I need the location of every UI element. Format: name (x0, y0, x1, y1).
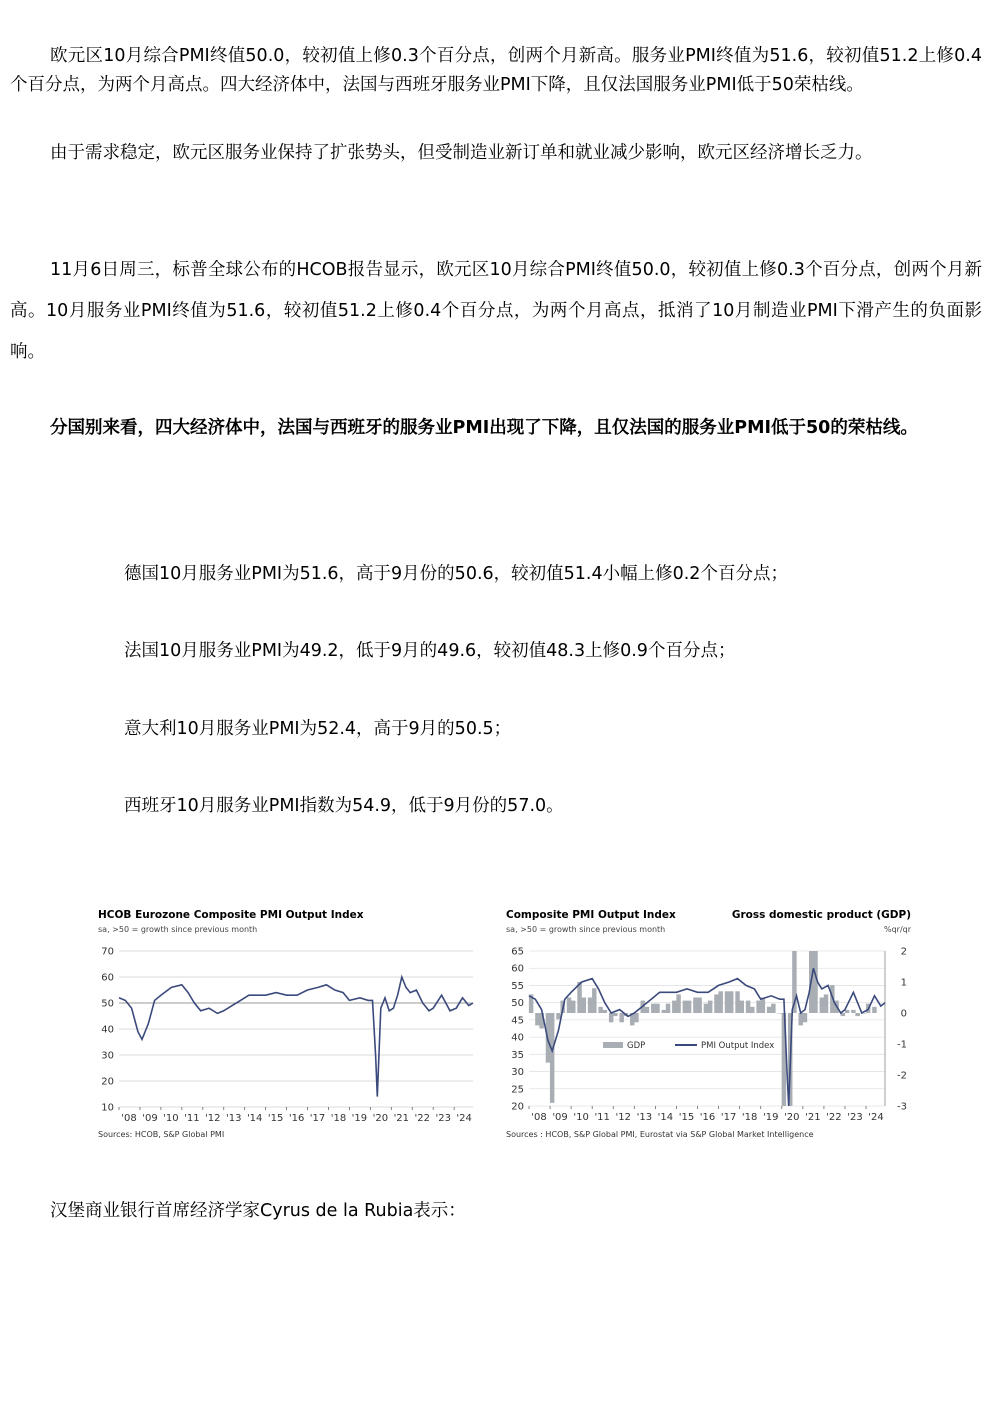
chart2-gdp-bar (845, 1010, 849, 1013)
chart2-y-right-tick-label: 1 (900, 977, 907, 989)
chart2-gdp-bar (872, 1007, 876, 1013)
chart2-x-tick-label: '11 (594, 1112, 610, 1123)
chart1-x-tick-label: '10 (163, 1113, 179, 1124)
chart2-y-right-tick-label: -1 (897, 1039, 907, 1051)
chart1-y-tick-label: 40 (101, 1024, 114, 1036)
chart1-y-tick-label: 10 (101, 1102, 114, 1114)
chart2-legend-gdp-swatch (603, 1042, 623, 1048)
chart2-gdp-bar (708, 1001, 712, 1013)
chart2-x-tick-label: '18 (741, 1112, 758, 1123)
chart2-gdp-bar (645, 1007, 649, 1013)
chart2-y-left-tick-label: 45 (511, 1015, 524, 1027)
chart2-gdp-bar (729, 991, 733, 1013)
chart2-x-tick-label: '22 (826, 1112, 842, 1123)
chart1-x-tick-label: '18 (330, 1113, 347, 1124)
chart2-legend-gdp-label: GDP (627, 1041, 646, 1051)
chart1-x-tick-label: '15 (267, 1113, 284, 1124)
chart2-gdp-bar (672, 1001, 676, 1013)
chart2-gdp-bar (582, 998, 586, 1014)
chart1-x-tick-label: '20 (372, 1113, 389, 1124)
chart2-gdp-bar (676, 994, 680, 1013)
chart1-x-tick-label: '17 (309, 1113, 326, 1124)
chart1-pmi-line (119, 977, 473, 1097)
country-line-italy: 意大利10月服务业PMI为52.4，高于9月的50.5； (124, 719, 512, 739)
chart2-x-tick-label: '20 (784, 1112, 800, 1123)
chart2-y-left-tick-label: 30 (511, 1067, 524, 1079)
chart2-gdp-bar (725, 991, 729, 1013)
chart2-gdp-bar (556, 1013, 560, 1019)
chart2-gdp-bar (592, 988, 596, 1013)
chart1-x-tick-label: '12 (205, 1113, 221, 1124)
chart2-gdp-bar (535, 1013, 539, 1025)
chart2-x-tick-label: '08 (531, 1112, 547, 1123)
chart2-gdp-bar (704, 1004, 708, 1013)
chart2-gdp-bar (735, 991, 739, 1013)
chart2-x-tick-label: '19 (762, 1112, 779, 1123)
chart2-y-left-tick-label: 65 (511, 946, 524, 958)
chart1-subtitle: sa, >50 = growth since previous month (98, 925, 258, 934)
chart2-gdp-bar (619, 1013, 623, 1022)
chart2-x-tick-label: '13 (636, 1112, 653, 1123)
chart2-gdp-bar (714, 994, 718, 1013)
chart2-y-right-tick-label: -3 (897, 1101, 907, 1113)
chart2-y-left-tick-label: 50 (511, 998, 524, 1010)
chart-composite-pmi (95, 905, 480, 1145)
chart1-y-tick-label: 20 (101, 1076, 114, 1088)
chart1-x-tick-label: '13 (225, 1113, 242, 1124)
chart1-y-tick-label: 30 (101, 1050, 114, 1062)
chart2-x-tick-label: '16 (699, 1112, 716, 1123)
chart-pmi-vs-gdp (503, 905, 915, 1145)
country-line-spain: 西班牙10月服务业PMI指数为54.9，低于9月份的57.0。 (124, 796, 564, 816)
paragraph-demand: 由于需求稳定，欧元区服务业保持了扩张势头，但受制造业新订单和就业减少影响，欧元区经济增长乏力。 (50, 143, 873, 163)
chart2-gdp-bar (588, 998, 592, 1014)
chart2-gdp-bar (609, 1013, 613, 1022)
chart2-gdp-bar (824, 994, 828, 1013)
chart2-gdp-bar (603, 1010, 607, 1013)
chart1-y-tick-label: 70 (101, 946, 114, 958)
chart2-gdp-bar (550, 1013, 554, 1103)
chart2-gdp-bar (740, 1001, 744, 1013)
chart2-y-left-tick-label: 55 (511, 980, 524, 992)
chart1-source: Sources: HCOB, S&P Global PMI (98, 1130, 225, 1139)
chart2-gdp-bar (613, 1013, 617, 1016)
chart1-x-tick-label: '08 (121, 1113, 137, 1124)
chart2-y-left-tick-label: 25 (511, 1084, 524, 1096)
chart2-y-left-tick-label: 40 (511, 1032, 524, 1044)
chart2-gdp-bar (718, 991, 722, 1013)
chart1-title: HCOB Eurozone Composite PMI Output Index (98, 909, 364, 921)
chart2-gdp-bar (683, 1001, 687, 1013)
chart2-gdp-bar (771, 1004, 775, 1013)
chart2-gdp-bar (687, 1001, 691, 1013)
chart1-x-tick-label: '22 (414, 1113, 430, 1124)
chart2-title: Composite PMI Output Index (506, 909, 676, 921)
chart2-y-right-tick-label: 0 (900, 1008, 907, 1020)
chart2-gdp-bar (855, 1013, 859, 1016)
chart1-y-tick-label: 50 (101, 998, 114, 1010)
chart2-y-right-tick-label: 2 (900, 946, 907, 958)
chart2-x-tick-label: '10 (573, 1112, 589, 1123)
country-line-germany: 德国10月服务业PMI为51.6，高于9月份的50.6，较初值51.4小幅上修0.2个百分点； (124, 564, 788, 584)
chart2-x-tick-label: '21 (805, 1112, 821, 1123)
chart2-gdp-bar (697, 998, 701, 1014)
paragraph-economist-quote-intro: 汉堡商业银行首席经济学家Cyrus de la Rubia表示： (50, 1201, 466, 1221)
chart2-gdp-bar (851, 1010, 855, 1013)
chart2-gdp-bar (767, 1007, 771, 1013)
chart1-x-tick-label: '24 (456, 1113, 472, 1124)
chart1-y-tick-label: 60 (101, 972, 114, 984)
chart2-gdp-bar (693, 998, 697, 1014)
chart2-x-tick-label: '14 (657, 1112, 674, 1123)
chart2-x-tick-label: '23 (847, 1112, 863, 1123)
chart2-gdp-bar (651, 1004, 655, 1013)
chart2-gdp-bar (777, 1013, 781, 1014)
chart1-x-tick-label: '19 (351, 1113, 368, 1124)
chart1-x-tick-label: '11 (184, 1113, 200, 1124)
chart1-plot (95, 935, 480, 1150)
chart2-gdp-bar (571, 1001, 575, 1013)
chart2-plot (503, 935, 915, 1150)
chart2-gdp-bar (598, 1007, 602, 1013)
chart2-gdp-bar (756, 1001, 760, 1013)
chart1-x-tick-label: '23 (435, 1113, 451, 1124)
chart2-gdp-bar (666, 1004, 670, 1013)
chart2-gdp-bar (567, 998, 571, 1014)
chart2-x-tick-label: '12 (615, 1112, 632, 1123)
chart2-gdp-bar (750, 1007, 754, 1013)
chart2-gdp-bar (820, 998, 824, 1014)
chart2-gdp-bar (655, 1004, 659, 1013)
chart2-y-left-tick-label: 60 (511, 963, 524, 975)
chart2-source: Sources : HCOB, S&P Global PMI, Eurostat via S&P Global Market Intelligence (506, 1130, 814, 1139)
chart2-gdp-bar (799, 1013, 803, 1025)
chart1-x-tick-label: '14 (246, 1113, 263, 1124)
paragraph-intro: 欧元区10月综合PMI终值50.0，较初值上修0.3个百分点，创两个月新高。服务业PMI终值为51.6，较初值51.2上修0.4个百分点，为两个月高点。四大经济体中，法国与西班牙服务业PMI下降，且仅法国服务业PMI低于50荣枯线。 (10, 46, 982, 95)
chart2-x-tick-label: '09 (552, 1112, 568, 1123)
chart1-x-tick-label: '16 (288, 1113, 305, 1124)
chart2-subtitle-right: %qr/qr (883, 925, 911, 934)
chart2-x-tick-label: '17 (720, 1112, 737, 1123)
chart2-y-left-tick-label: 35 (511, 1049, 524, 1061)
paragraph-report: 11月6日周三，标普全球公布的HCOB报告显示，欧元区10月综合PMI终值50.0，较初值上修0.3个百分点，创两个月新高。10月服务业PMI终值为51.6，较初值51.2上修0.4个百分点，为两个月高点，抵消了10月制造业PMI下滑产生的负面影响。 (10, 260, 982, 362)
chart2-gdp-bar (746, 1001, 750, 1013)
paragraph-country-summary: 分国别来看，四大经济体中，法国与西班牙的服务业PMI出现了下降，且仅法国的服务业PMI低于50的荣枯线。 (50, 418, 918, 438)
chart2-gdp-bar (803, 1013, 807, 1022)
chart2-legend-pmi-label: PMI Output Index (701, 1041, 775, 1051)
chart2-y-left-tick-label: 20 (511, 1101, 524, 1113)
country-line-france: 法国10月服务业PMI为49.2，低于9月的49.6，较初值48.3上修0.9个百分点； (124, 641, 736, 661)
chart2-gdp-bar (662, 1010, 666, 1013)
chart1-x-tick-label: '21 (393, 1113, 410, 1124)
chart2-y-right-tick-label: -2 (897, 1070, 907, 1082)
chart2-x-tick-label: '15 (678, 1112, 695, 1123)
chart2-gdp-bar (634, 1013, 638, 1022)
chart1-x-tick-label: '09 (142, 1113, 158, 1124)
chart2-title-right: Gross domestic product (GDP) (731, 909, 911, 921)
chart2-subtitle: sa, >50 = growth since previous month (506, 925, 666, 934)
chart2-x-tick-label: '24 (868, 1112, 884, 1123)
